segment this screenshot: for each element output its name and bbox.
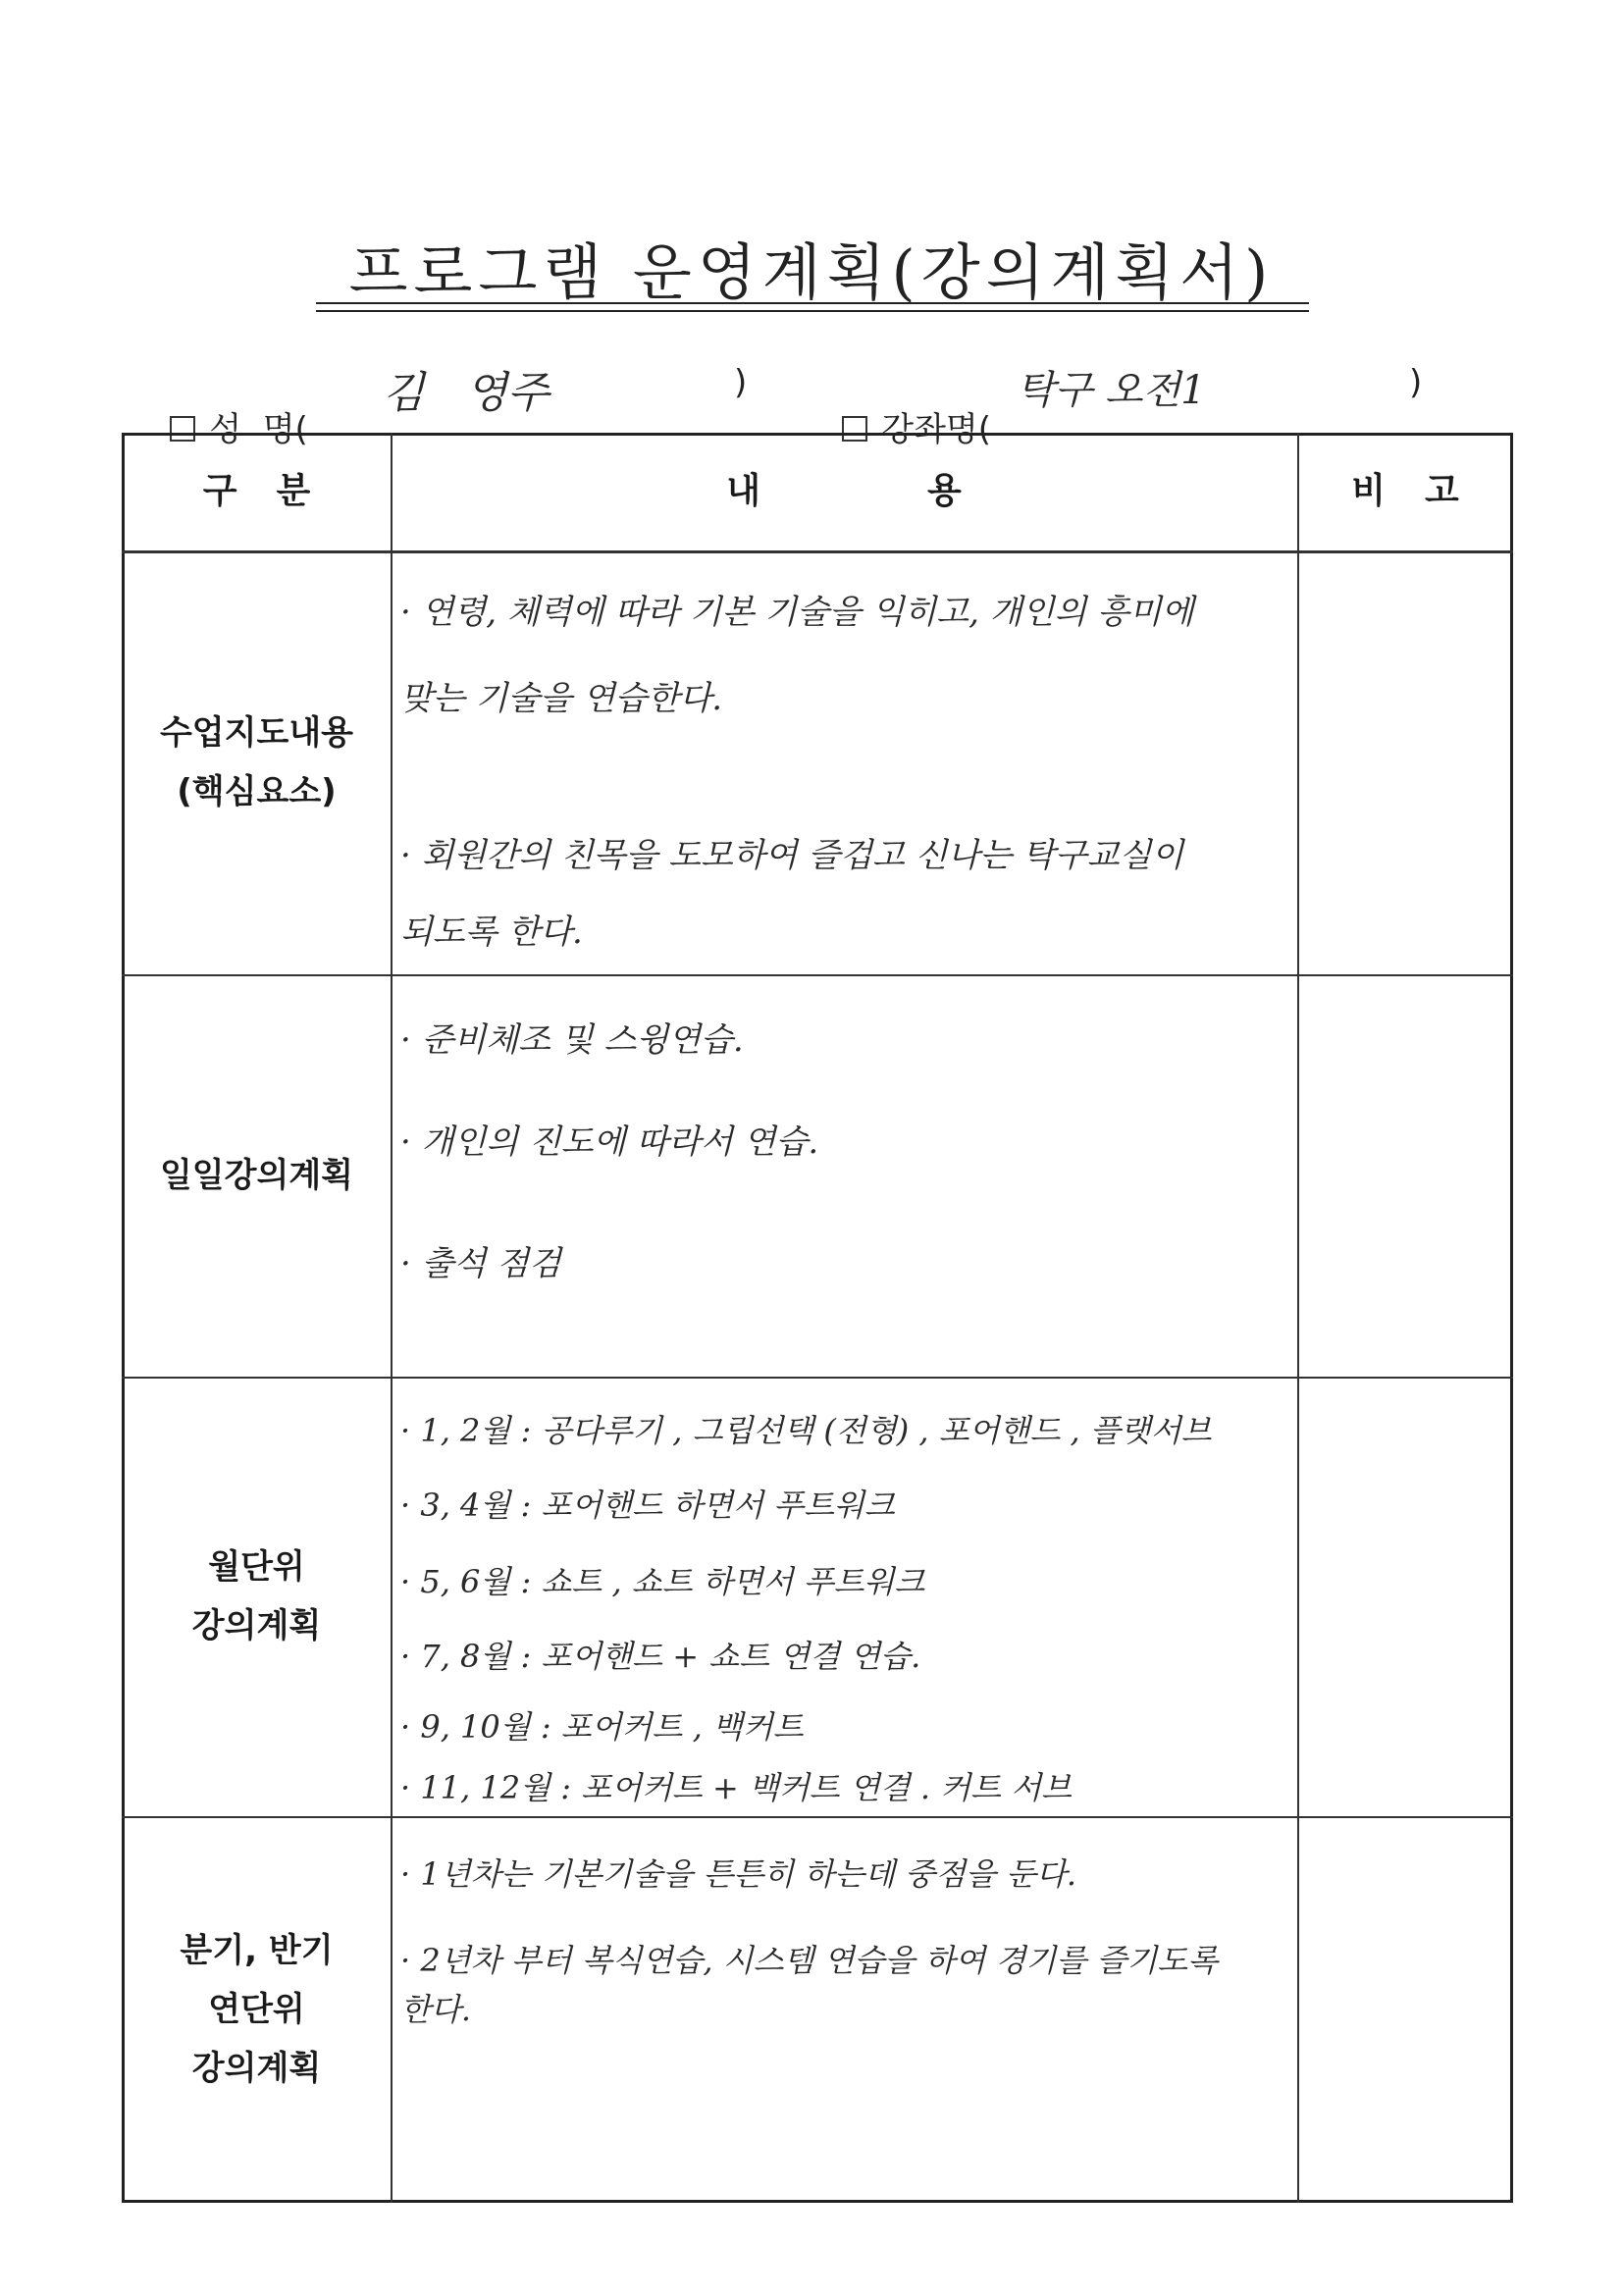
title-underline <box>316 302 1309 304</box>
content-line: · 9, 10월 : 포어커트 , 백커트 <box>400 1708 804 1746</box>
content-line: · 연령, 체력에 따라 기본 기술을 익히고, 개인의 흥미에 <box>400 593 1194 632</box>
column-divider <box>1297 433 1299 2203</box>
course-field-label: 강좌명( <box>800 363 991 490</box>
content-line: · 회원간의 친목을 도모하여 즐겁고 신나는 탁구교실이 <box>400 836 1184 875</box>
content-line: · 5, 6월 : 쇼트 , 쇼트 하면서 푸트워크 <box>400 1563 925 1600</box>
content-line: · 11, 12월 : 포어커트 + 백커트 연결 . 커트 서브 <box>400 1769 1073 1806</box>
content-line: · 3, 4월 : 포어핸드 하면서 푸트워크 <box>400 1487 895 1524</box>
title-underline-2 <box>316 310 1309 312</box>
header-remarks: 비고 <box>1351 471 1498 511</box>
category-quarterly-plan: 분기, 반기 연단위 강의계획 <box>180 1931 334 2088</box>
content-line: 한다. <box>400 1991 471 2028</box>
category-daily-plan: 일일강의계획 <box>159 1156 354 1195</box>
header-content: 내용 <box>726 471 1128 511</box>
content-line: 맞는 기술을 연습한다. <box>400 679 723 718</box>
name-value: 김 영주 <box>383 368 550 418</box>
name-close-paren: ) <box>734 363 748 402</box>
content-line: · 개인의 진도에 따라서 연습. <box>400 1122 819 1162</box>
content-line: 되도록 한다. <box>400 913 583 952</box>
info-row <box>0 363 1623 449</box>
course-value: 탁구 오전1 <box>1017 368 1206 413</box>
content-line: · 1, 2월 : 공다루기 , 그립선택 (전형) , 포어핸드 , 플랫서브 <box>400 1412 1212 1449</box>
category-monthly-plan: 월단위 강의계획 <box>191 1547 322 1645</box>
page-title: 프로그램 운영계획(강의계획서) <box>348 236 1275 308</box>
header-category: 구분 <box>202 471 350 511</box>
content-line: · 1년차는 기본기술을 튼튼히 하는데 중점을 둔다. <box>400 1855 1077 1893</box>
course-close-paren: ) <box>1409 363 1423 402</box>
content-line: · 2년차 부터 복식연습, 시스템 연습을 하여 경기를 즐기도록 <box>400 1942 1219 1979</box>
category-lesson-content: 수업지도내용 (핵심요소) <box>159 713 354 811</box>
content-line: · 출석 점검 <box>400 1244 561 1283</box>
content-line: · 준비체조 및 스윙연습. <box>400 1020 744 1060</box>
content-line: · 7, 8월 : 포어핸드 + 쇼트 연결 연습. <box>400 1638 921 1675</box>
name-field-label: 성 명( <box>128 363 308 490</box>
